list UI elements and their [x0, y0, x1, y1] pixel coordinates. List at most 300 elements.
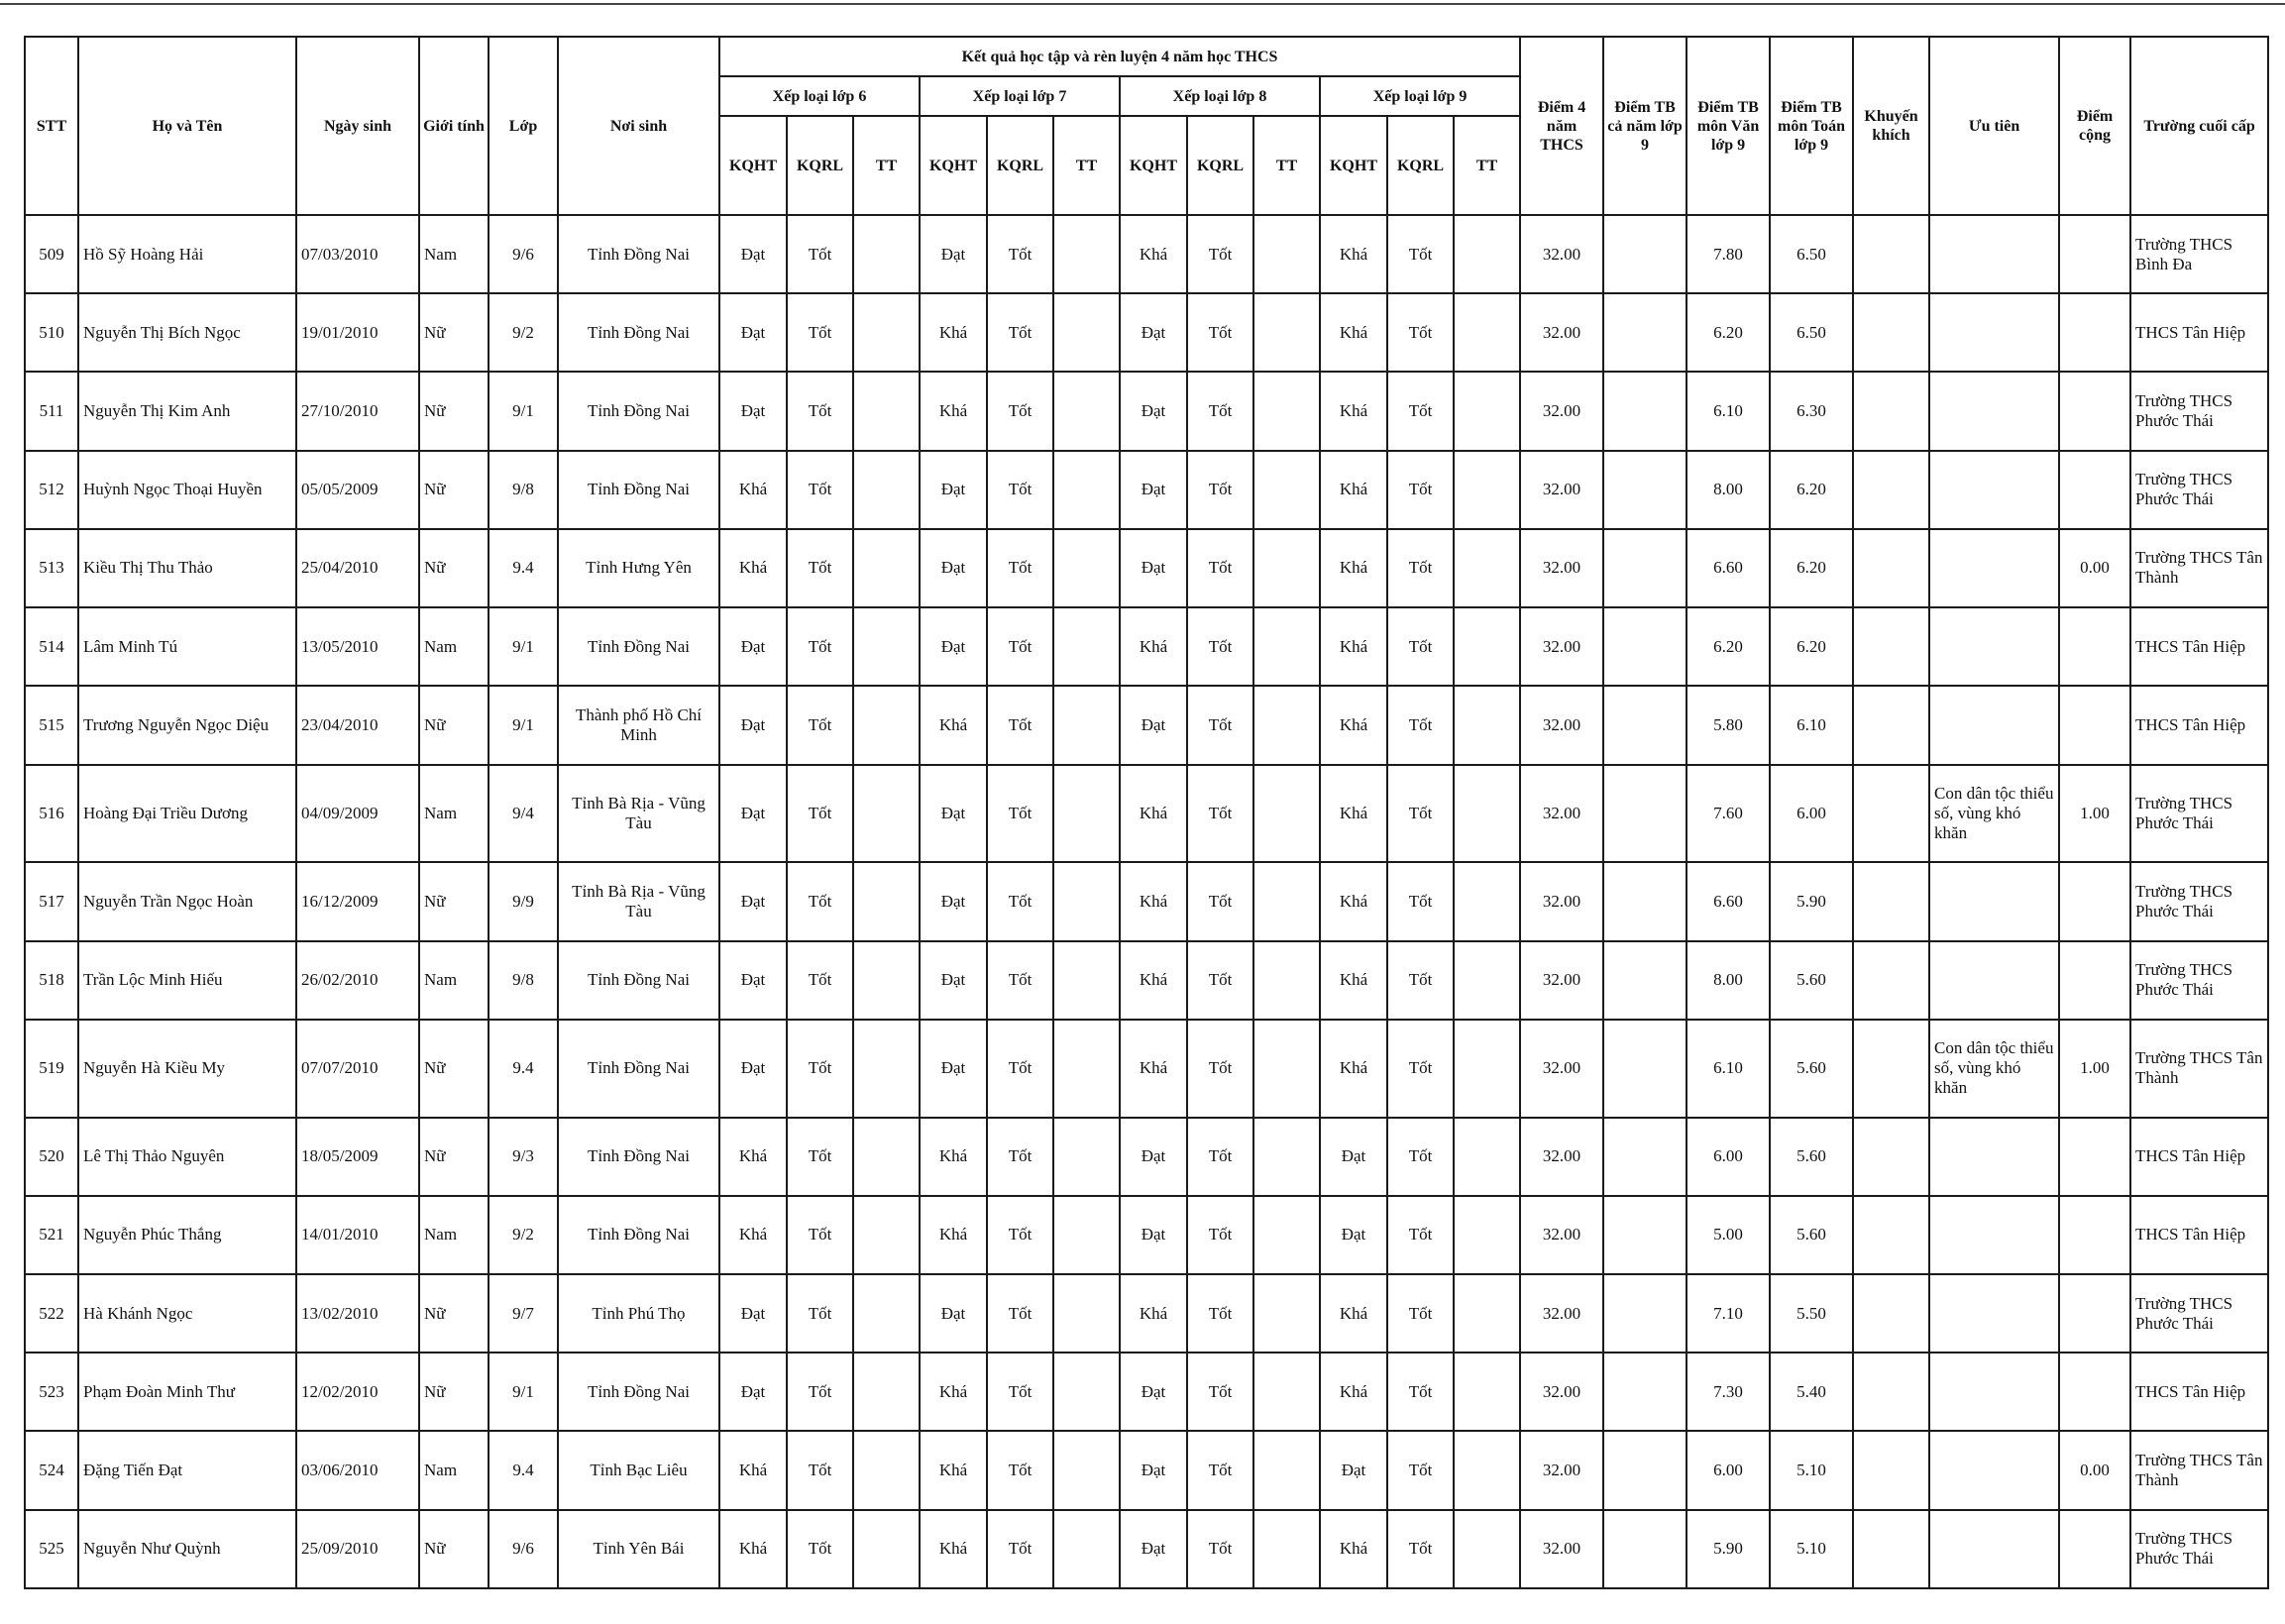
cell-priority — [1929, 941, 2059, 1020]
cell-g8-kqrl: Tốt — [1187, 1196, 1253, 1274]
cell-g9-kqht: Khá — [1320, 293, 1387, 372]
cell-gender: Nữ — [419, 529, 489, 607]
cell-g7-kqrl: Tốt — [987, 1431, 1053, 1509]
cell-g9-tt — [1454, 529, 1520, 607]
cell-gender: Nữ — [419, 686, 489, 764]
header-gender: Giới tính — [419, 37, 489, 215]
cell-class: 9/1 — [489, 686, 558, 764]
cell-g9-kqrl: Tốt — [1387, 293, 1454, 372]
cell-final-school: THCS Tân Hiệp — [2130, 293, 2268, 372]
cell-birthplace: Tỉnh Yên Bái — [558, 1510, 719, 1588]
header-kqht: KQHT — [920, 116, 987, 215]
cell-g6-tt — [853, 1353, 920, 1431]
cell-birthplace: Tỉnh Đồng Nai — [558, 451, 719, 529]
cell-gender: Nữ — [419, 862, 489, 940]
cell-stt: 518 — [25, 941, 78, 1020]
cell-g7-tt — [1053, 862, 1120, 940]
cell-g9-kqrl: Tốt — [1387, 1020, 1454, 1118]
cell-g6-tt — [853, 529, 920, 607]
cell-g7-kqrl: Tốt — [987, 372, 1053, 450]
cell-g9-tt — [1454, 451, 1520, 529]
cell-g9-kqrl: Tốt — [1387, 941, 1454, 1020]
cell-g9-kqrl: Tốt — [1387, 1353, 1454, 1431]
cell-g8-kqht: Đạt — [1120, 1118, 1187, 1196]
cell-stt: 522 — [25, 1274, 78, 1353]
cell-g9-kqrl: Tốt — [1387, 1510, 1454, 1588]
cell-g8-kqrl: Tốt — [1187, 1274, 1253, 1353]
cell-priority — [1929, 215, 2059, 293]
cell-g6-kqrl: Tốt — [787, 1196, 853, 1274]
cell-literature-grade9: 8.00 — [1687, 941, 1770, 1020]
cell-final-school: Trường THCS Phước Thái — [2130, 372, 2268, 450]
cell-g9-kqht: Đạt — [1320, 1196, 1387, 1274]
cell-g8-kqht: Khá — [1120, 1274, 1187, 1353]
cell-g7-kqht: Đạt — [920, 765, 987, 863]
cell-date-of-birth: 27/10/2010 — [296, 372, 419, 450]
cell-birthplace: Tỉnh Đồng Nai — [558, 1353, 719, 1431]
cell-literature-grade9: 5.90 — [1687, 1510, 1770, 1588]
cell-bonus-points — [2059, 1510, 2130, 1588]
cell-final-school: Trường THCS Phước Thái — [2130, 941, 2268, 1020]
cell-priority — [1929, 607, 2059, 686]
cell-student-name: Lâm Minh Tú — [78, 607, 296, 686]
header-kqrl: KQRL — [1387, 116, 1454, 215]
cell-encouragement — [1853, 372, 1929, 450]
header-name: Họ và Tên — [78, 37, 296, 215]
cell-bonus-points — [2059, 686, 2130, 764]
cell-encouragement — [1853, 862, 1929, 940]
cell-math-grade9: 6.20 — [1770, 607, 1853, 686]
cell-math-grade9: 5.10 — [1770, 1431, 1853, 1509]
cell-date-of-birth: 25/09/2010 — [296, 1510, 419, 1588]
cell-g6-kqht: Khá — [719, 1118, 787, 1196]
cell-gender: Nữ — [419, 1353, 489, 1431]
cell-gender: Nữ — [419, 1020, 489, 1118]
cell-g7-kqrl: Tốt — [987, 765, 1053, 863]
cell-g8-kqht: Khá — [1120, 607, 1187, 686]
cell-g6-kqrl: Tốt — [787, 1510, 853, 1588]
cell-priority — [1929, 1196, 2059, 1274]
cell-class: 9/6 — [489, 1510, 558, 1588]
cell-bonus-points — [2059, 215, 2130, 293]
cell-math-grade9: 6.20 — [1770, 451, 1853, 529]
cell-literature-grade9: 5.00 — [1687, 1196, 1770, 1274]
cell-encouragement — [1853, 607, 1929, 686]
cell-math-grade9: 5.10 — [1770, 1510, 1853, 1588]
cell-g6-kqrl: Tốt — [787, 451, 853, 529]
cell-score-4-years: 32.00 — [1520, 451, 1603, 529]
header-kqht: KQHT — [1120, 116, 1187, 215]
table-row — [25, 1510, 2268, 1588]
cell-g6-tt — [853, 215, 920, 293]
cell-g9-tt — [1454, 765, 1520, 863]
cell-class: 9/2 — [489, 1196, 558, 1274]
cell-g8-kqrl: Tốt — [1187, 215, 1253, 293]
cell-g6-tt — [853, 1510, 920, 1588]
cell-g6-kqht: Đạt — [719, 215, 787, 293]
cell-avg-grade9 — [1603, 1118, 1687, 1196]
cell-g7-kqht: Khá — [920, 1431, 987, 1509]
cell-score-4-years: 32.00 — [1520, 607, 1603, 686]
header-results-group: Kết quả học tập và rèn luyện 4 năm học THCS — [719, 37, 1520, 76]
table-row — [25, 1353, 2268, 1431]
cell-date-of-birth: 23/04/2010 — [296, 686, 419, 764]
cell-literature-grade9: 6.60 — [1687, 862, 1770, 940]
cell-date-of-birth: 14/01/2010 — [296, 1196, 419, 1274]
cell-g8-kqrl: Tốt — [1187, 607, 1253, 686]
cell-g8-kqrl: Tốt — [1187, 1020, 1253, 1118]
cell-encouragement — [1853, 451, 1929, 529]
cell-stt: 510 — [25, 293, 78, 372]
cell-g6-kqrl: Tốt — [787, 293, 853, 372]
cell-g6-kqht: Đạt — [719, 862, 787, 940]
cell-final-school: Trường THCS Tân Thành — [2130, 1431, 2268, 1509]
cell-g9-kqht: Khá — [1320, 1274, 1387, 1353]
cell-g8-tt — [1253, 1196, 1320, 1274]
cell-g9-kqht: Đạt — [1320, 1118, 1387, 1196]
cell-score-4-years: 32.00 — [1520, 1020, 1603, 1118]
table-row — [25, 1020, 2268, 1118]
cell-g6-tt — [853, 1196, 920, 1274]
cell-priority: Con dân tộc thiểu số, vùng khó khăn — [1929, 1020, 2059, 1118]
header-tt: TT — [853, 116, 920, 215]
cell-g9-kqrl: Tốt — [1387, 607, 1454, 686]
cell-g7-kqht: Đạt — [920, 862, 987, 940]
table-body — [25, 215, 2268, 1588]
cell-g7-tt — [1053, 607, 1120, 686]
cell-g6-tt — [853, 607, 920, 686]
cell-stt: 512 — [25, 451, 78, 529]
cell-bonus-points — [2059, 1274, 2130, 1353]
cell-avg-grade9 — [1603, 941, 1687, 1020]
cell-priority: Con dân tộc thiểu số, vùng khó khăn — [1929, 765, 2059, 863]
cell-birthplace: Tỉnh Phú Thọ — [558, 1274, 719, 1353]
cell-g8-tt — [1253, 529, 1320, 607]
cell-g8-kqht: Đạt — [1120, 451, 1187, 529]
cell-g9-kqht: Khá — [1320, 941, 1387, 1020]
cell-bonus-points — [2059, 293, 2130, 372]
cell-encouragement — [1853, 941, 1929, 1020]
cell-g7-kqrl: Tốt — [987, 1510, 1053, 1588]
cell-date-of-birth: 13/02/2010 — [296, 1274, 419, 1353]
cell-score-4-years: 32.00 — [1520, 529, 1603, 607]
cell-g7-kqrl: Tốt — [987, 1118, 1053, 1196]
cell-g6-tt — [853, 451, 920, 529]
cell-bonus-points — [2059, 451, 2130, 529]
cell-encouragement — [1853, 765, 1929, 863]
header-kqht: KQHT — [1320, 116, 1387, 215]
cell-date-of-birth: 04/09/2009 — [296, 765, 419, 863]
cell-date-of-birth: 13/05/2010 — [296, 607, 419, 686]
cell-student-name: Hoàng Đại Triều Dương — [78, 765, 296, 863]
cell-final-school: Trường THCS Tân Thành — [2130, 529, 2268, 607]
cell-g6-kqrl: Tốt — [787, 862, 853, 940]
cell-final-school: Trường THCS Phước Thái — [2130, 1274, 2268, 1353]
cell-g6-kqrl: Tốt — [787, 607, 853, 686]
cell-g8-kqrl: Tốt — [1187, 372, 1253, 450]
header-dob: Ngày sinh — [296, 37, 419, 215]
cell-encouragement — [1853, 1353, 1929, 1431]
cell-math-grade9: 5.60 — [1770, 941, 1853, 1020]
cell-date-of-birth: 19/01/2010 — [296, 293, 419, 372]
cell-priority — [1929, 686, 2059, 764]
cell-score-4-years: 32.00 — [1520, 1118, 1603, 1196]
cell-g6-kqht: Đạt — [719, 607, 787, 686]
cell-class: 9/3 — [489, 1118, 558, 1196]
cell-g7-kqht: Đạt — [920, 451, 987, 529]
cell-g9-tt — [1454, 1020, 1520, 1118]
cell-g8-kqht: Khá — [1120, 1020, 1187, 1118]
cell-class: 9.4 — [489, 529, 558, 607]
cell-g7-kqht: Đạt — [920, 1020, 987, 1118]
cell-math-grade9: 5.40 — [1770, 1353, 1853, 1431]
table-row — [25, 765, 2268, 863]
cell-g6-tt — [853, 686, 920, 764]
cell-stt: 516 — [25, 765, 78, 863]
table-header — [25, 37, 2268, 215]
cell-date-of-birth: 05/05/2009 — [296, 451, 419, 529]
cell-g8-kqht: Khá — [1120, 215, 1187, 293]
header-tt: TT — [1454, 116, 1520, 215]
cell-literature-grade9: 6.60 — [1687, 529, 1770, 607]
cell-g7-tt — [1053, 941, 1120, 1020]
cell-date-of-birth: 07/03/2010 — [296, 215, 419, 293]
cell-g8-kqht: Đạt — [1120, 293, 1187, 372]
cell-g7-kqht: Đạt — [920, 529, 987, 607]
cell-g9-kqrl: Tốt — [1387, 1274, 1454, 1353]
cell-g6-kqrl: Tốt — [787, 686, 853, 764]
cell-avg-grade9 — [1603, 1274, 1687, 1353]
cell-g7-kqht: Khá — [920, 1353, 987, 1431]
cell-g9-kqrl: Tốt — [1387, 765, 1454, 863]
cell-g8-kqrl: Tốt — [1187, 1431, 1253, 1509]
cell-g6-kqht: Khá — [719, 1196, 787, 1274]
table-row — [25, 1118, 2268, 1196]
cell-literature-grade9: 6.00 — [1687, 1118, 1770, 1196]
cell-math-grade9: 5.60 — [1770, 1118, 1853, 1196]
cell-g9-tt — [1454, 372, 1520, 450]
cell-birthplace: Tỉnh Đồng Nai — [558, 372, 719, 450]
cell-g7-tt — [1053, 1431, 1120, 1509]
cell-g7-kqht: Khá — [920, 293, 987, 372]
cell-g9-tt — [1454, 607, 1520, 686]
cell-g9-kqht: Khá — [1320, 765, 1387, 863]
cell-g6-kqht: Đạt — [719, 686, 787, 764]
cell-g6-tt — [853, 293, 920, 372]
cell-g7-kqht: Đạt — [920, 941, 987, 1020]
cell-student-name: Trần Lộc Minh Hiếu — [78, 941, 296, 1020]
cell-gender: Nam — [419, 941, 489, 1020]
cell-g6-tt — [853, 1431, 920, 1509]
table-row — [25, 1431, 2268, 1509]
cell-avg-grade9 — [1603, 529, 1687, 607]
cell-g9-kqht: Khá — [1320, 215, 1387, 293]
cell-stt: 511 — [25, 372, 78, 450]
cell-g7-kqht: Khá — [920, 1510, 987, 1588]
cell-g9-kqrl: Tốt — [1387, 862, 1454, 940]
cell-g7-tt — [1053, 1196, 1120, 1274]
cell-birthplace: Tỉnh Đồng Nai — [558, 215, 719, 293]
cell-avg-grade9 — [1603, 862, 1687, 940]
cell-g8-tt — [1253, 1431, 1320, 1509]
cell-literature-grade9: 7.60 — [1687, 765, 1770, 863]
cell-g6-kqrl: Tốt — [787, 1118, 853, 1196]
cell-g9-kqrl: Tốt — [1387, 1118, 1454, 1196]
cell-math-grade9: 5.50 — [1770, 1274, 1853, 1353]
cell-literature-grade9: 8.00 — [1687, 451, 1770, 529]
header-bonus: Điểm cộng — [2059, 37, 2130, 215]
cell-g8-kqrl: Tốt — [1187, 1353, 1253, 1431]
cell-class: 9/1 — [489, 1353, 558, 1431]
cell-g7-tt — [1053, 1353, 1120, 1431]
cell-g9-kqht: Khá — [1320, 607, 1387, 686]
cell-g6-tt — [853, 765, 920, 863]
cell-birthplace: Tỉnh Đồng Nai — [558, 941, 719, 1020]
cell-g7-kqrl: Tốt — [987, 529, 1053, 607]
header-math9: Điểm TB môn Toán lớp 9 — [1770, 37, 1853, 215]
cell-g6-tt — [853, 1274, 920, 1353]
header-grade8: Xếp loại lớp 8 — [1120, 76, 1320, 116]
cell-g6-tt — [853, 372, 920, 450]
cell-gender: Nữ — [419, 1118, 489, 1196]
cell-encouragement — [1853, 1431, 1929, 1509]
header-class: Lớp — [489, 37, 558, 215]
cell-g8-tt — [1253, 1118, 1320, 1196]
cell-g8-tt — [1253, 372, 1320, 450]
cell-class: 9/9 — [489, 862, 558, 940]
cell-g7-kqrl: Tốt — [987, 1353, 1053, 1431]
cell-student-name: Trương Nguyễn Ngọc Diệu — [78, 686, 296, 764]
cell-date-of-birth: 16/12/2009 — [296, 862, 419, 940]
cell-g8-kqrl: Tốt — [1187, 862, 1253, 940]
table-row — [25, 293, 2268, 372]
cell-final-school: Trường THCS Phước Thái — [2130, 765, 2268, 863]
cell-gender: Nam — [419, 607, 489, 686]
cell-encouragement — [1853, 1510, 1929, 1588]
cell-encouragement — [1853, 1274, 1929, 1353]
cell-g8-kqrl: Tốt — [1187, 1118, 1253, 1196]
top-rule — [0, 3, 2285, 5]
cell-encouragement — [1853, 293, 1929, 372]
cell-bonus-points: 0.00 — [2059, 1431, 2130, 1509]
cell-g8-kqht: Đạt — [1120, 686, 1187, 764]
cell-g8-kqht: Đạt — [1120, 1431, 1187, 1509]
cell-g7-kqht: Đạt — [920, 215, 987, 293]
table-row — [25, 529, 2268, 607]
cell-avg-grade9 — [1603, 686, 1687, 764]
cell-birthplace: Tỉnh Đồng Nai — [558, 293, 719, 372]
cell-g9-kqrl: Tốt — [1387, 372, 1454, 450]
cell-avg-grade9 — [1603, 372, 1687, 450]
cell-g8-kqht: Đạt — [1120, 372, 1187, 450]
cell-g9-kqrl: Tốt — [1387, 1196, 1454, 1274]
cell-g9-tt — [1454, 1118, 1520, 1196]
cell-encouragement — [1853, 215, 1929, 293]
cell-gender: Nam — [419, 765, 489, 863]
cell-g6-kqht: Đạt — [719, 941, 787, 1020]
cell-birthplace: Tỉnh Bạc Liêu — [558, 1431, 719, 1509]
cell-math-grade9: 5.60 — [1770, 1020, 1853, 1118]
cell-priority — [1929, 293, 2059, 372]
cell-stt: 515 — [25, 686, 78, 764]
cell-class: 9/8 — [489, 941, 558, 1020]
header-kqht: KQHT — [719, 116, 787, 215]
cell-avg-grade9 — [1603, 451, 1687, 529]
header-stt: STT — [25, 37, 78, 215]
cell-bonus-points — [2059, 1196, 2130, 1274]
cell-bonus-points: 0.00 — [2059, 529, 2130, 607]
cell-g8-tt — [1253, 215, 1320, 293]
cell-student-name: Nguyễn Trần Ngọc Hoàn — [78, 862, 296, 940]
cell-final-school: THCS Tân Hiệp — [2130, 1118, 2268, 1196]
cell-g9-tt — [1454, 1431, 1520, 1509]
cell-g6-kqht: Đạt — [719, 1353, 787, 1431]
cell-stt: 519 — [25, 1020, 78, 1118]
cell-stt: 524 — [25, 1431, 78, 1509]
cell-g6-kqrl: Tốt — [787, 1020, 853, 1118]
cell-avg-grade9 — [1603, 1510, 1687, 1588]
cell-avg-grade9 — [1603, 1431, 1687, 1509]
cell-g7-tt — [1053, 451, 1120, 529]
header-score4: Điểm 4 năm THCS — [1520, 37, 1603, 215]
cell-g8-tt — [1253, 1274, 1320, 1353]
cell-date-of-birth: 26/02/2010 — [296, 941, 419, 1020]
cell-score-4-years: 32.00 — [1520, 862, 1603, 940]
cell-g8-kqrl: Tốt — [1187, 529, 1253, 607]
cell-g6-tt — [853, 941, 920, 1020]
cell-birthplace: Thành phố Hồ Chí Minh — [558, 686, 719, 764]
cell-avg-grade9 — [1603, 293, 1687, 372]
cell-birthplace: Tỉnh Đồng Nai — [558, 1020, 719, 1118]
header-tt: TT — [1253, 116, 1320, 215]
cell-g6-kqrl: Tốt — [787, 1431, 853, 1509]
cell-student-name: Nguyễn Thị Bích Ngọc — [78, 293, 296, 372]
cell-g8-kqht: Khá — [1120, 862, 1187, 940]
cell-g8-tt — [1253, 765, 1320, 863]
cell-g8-kqht: Đạt — [1120, 1510, 1187, 1588]
cell-stt: 520 — [25, 1118, 78, 1196]
cell-priority — [1929, 1510, 2059, 1588]
cell-g6-kqht: Đạt — [719, 1020, 787, 1118]
cell-stt: 517 — [25, 862, 78, 940]
cell-class: 9/4 — [489, 765, 558, 863]
header-lit9: Điểm TB môn Văn lớp 9 — [1687, 37, 1770, 215]
cell-priority — [1929, 529, 2059, 607]
cell-bonus-points — [2059, 1118, 2130, 1196]
cell-g9-tt — [1454, 1274, 1520, 1353]
cell-student-name: Nguyễn Như Quỳnh — [78, 1510, 296, 1588]
cell-g7-kqrl: Tốt — [987, 941, 1053, 1020]
cell-g9-tt — [1454, 215, 1520, 293]
cell-g8-kqrl: Tốt — [1187, 686, 1253, 764]
cell-g6-tt — [853, 862, 920, 940]
cell-final-school: THCS Tân Hiệp — [2130, 1196, 2268, 1274]
cell-score-4-years: 32.00 — [1520, 1274, 1603, 1353]
cell-encouragement — [1853, 1196, 1929, 1274]
cell-g9-kqht: Khá — [1320, 451, 1387, 529]
cell-g8-kqrl: Tốt — [1187, 293, 1253, 372]
cell-g7-tt — [1053, 293, 1120, 372]
cell-priority — [1929, 1431, 2059, 1509]
cell-math-grade9: 6.10 — [1770, 686, 1853, 764]
cell-final-school: THCS Tân Hiệp — [2130, 607, 2268, 686]
cell-final-school: THCS Tân Hiệp — [2130, 1353, 2268, 1431]
cell-gender: Nữ — [419, 372, 489, 450]
cell-g7-kqrl: Tốt — [987, 1196, 1053, 1274]
cell-class: 9/6 — [489, 215, 558, 293]
header-tt: TT — [1053, 116, 1120, 215]
cell-avg-grade9 — [1603, 1196, 1687, 1274]
